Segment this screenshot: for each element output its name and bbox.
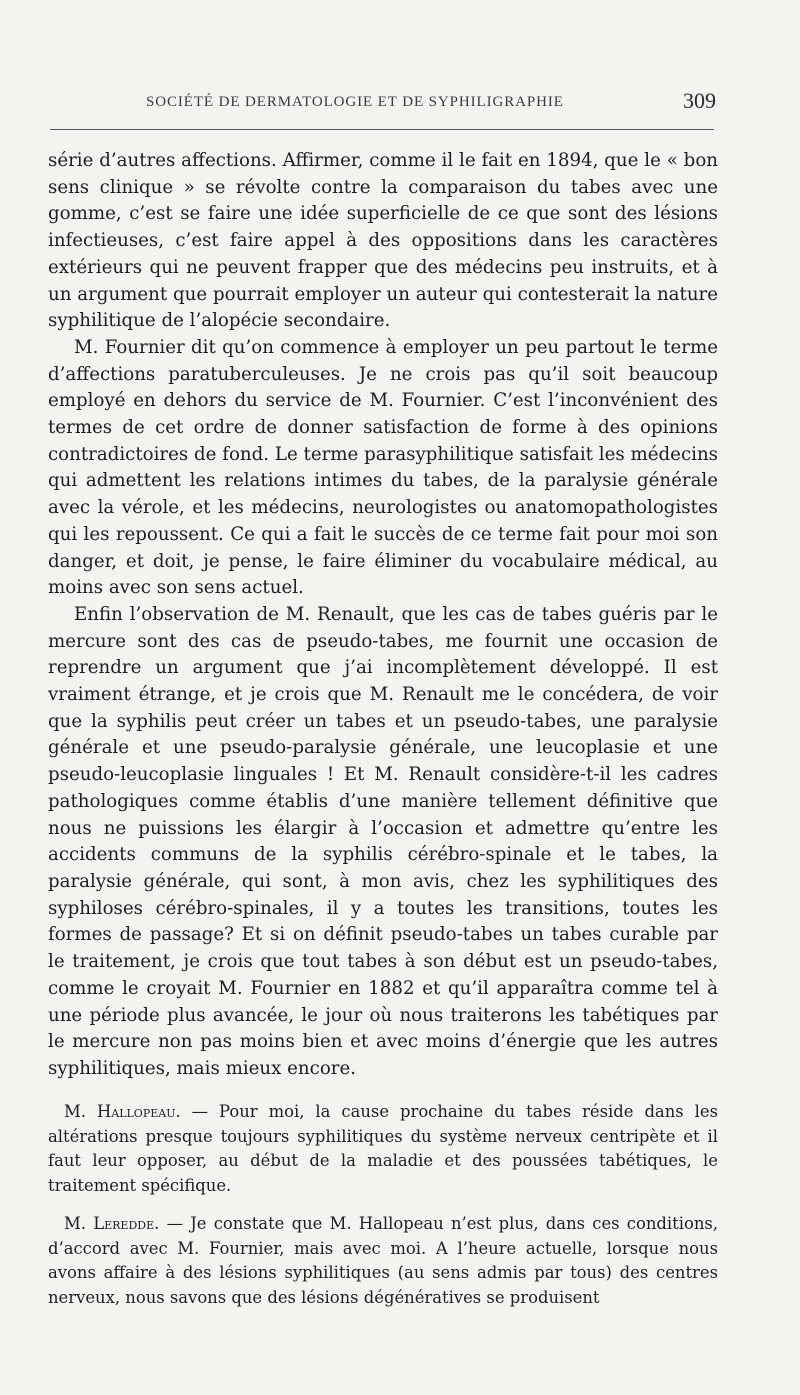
speaker-name: M. Hallopeau. (64, 1102, 181, 1121)
page-header (48, 88, 718, 118)
running-head: SOCIÉTÉ DE DERMATOLOGIE ET DE SYPHILIGRAPHIE (146, 94, 564, 110)
body-text (48, 148, 718, 1083)
remark-leredde (48, 1212, 718, 1310)
paragraph: M. Fournier dit qu’on commence à employer un peu partout le terme d’affections paratuberculeuses. Je ne crois pas qu’il soit beaucoup employé en dehors du service de M. Fournier. C’est l’inconvénient des termes de cet ordre de donner satisfaction de forme à des opinions contradictoires de fond. Le terme parasyphilitique satisfait les médecins qui admettent les relations intimes du tabes, de la paralysie générale avec la vérole, et les médecins, neurologistes ou anatomopathologistes qui les repoussent. Ce qui a fait le succès de ce terme fait pour moi son danger, et doit, je pense, le faire éliminer du vocabulaire médical, au moins avec son sens actuel. (48, 336, 718, 599)
paragraph: Enfin l’observation de M. Renault, que les cas de tabes guéris par le mercure sont des cas de pseudo-tabes, me fournit une occasion de reprendre un argument que j’ai incomplètement développé. Il est vraiment étrange, et je crois que M. Renault me le concédera, de voir que la syphilis peut créer un tabes et un pseudo-tabes, une paralysie générale et une pseudo-paralysie générale, une leucoplasie et une pseudo-leucoplasie linguales ! Et M. Renault considère-t-il les cadres pathologiques comme établis d’une manière tellement définitive que nous ne puissions les élargir à l’occasion et admettre qu’entre les accidents communs de la syphilis cérébro-spinale et le tabes, la paralysie générale, qui sont, à mon avis, chez les syphilitiques des syphiloses cérébro-spinales, il y a toutes les transitions, toutes les formes de passage? Et si on définit pseudo-tabes un tabes curable par le traitement, je crois que tout tabes à son début est un pseudo-tabes, comme le croyait M. Fournier en 1882 et qu’il apparaîtra comme tel à une période plus avancée, le jour où nous traiterons les tabétiques par le mercure non pas moins bien et avec moins d’énergie que les autres syphilitiques, mais mieux encore. (48, 603, 718, 1079)
page-number: 309 (683, 88, 716, 113)
speaker-name: M. Leredde. (64, 1214, 160, 1233)
paragraph: série d’autres affections. Affirmer, comme il le fait en 1894, que le « bon sens clinique » se révolte contre la comparaison du tabes avec une gomme, c’est se faire une idée superficielle de ce que sont des lésions infectieuses, c’est faire appel à des oppositions dans les caractères extérieurs qui ne peuvent frapper que des médecins peu instruits, et à un argument que pourrait employer un auteur qui contesterait la nature syphilitique de l’alopécie secondaire. (48, 150, 718, 332)
discussion-remarks (48, 1100, 718, 1324)
remark-text: — Je constate que M. Hallopeau n’est plus, dans ces conditions, d’accord avec M. Fournier, mais avec moi. A l’heure actuelle, lorsque nous avons affaire à des lésions syphilitiques (au sens admis par tous) des centres nerveux, nous savons que des lésions dégénératives se produisent (48, 1214, 718, 1307)
remark-text: — Pour moi, la cause prochaine du tabes réside dans les altérations presque toujours syphilitiques du système nerveux centripète et il faut leur opposer, au début de la maladie et des poussées tabétiques, le traitement spécifique. (48, 1102, 718, 1195)
header-rule (50, 129, 714, 130)
remark-hallopeau (48, 1100, 718, 1198)
